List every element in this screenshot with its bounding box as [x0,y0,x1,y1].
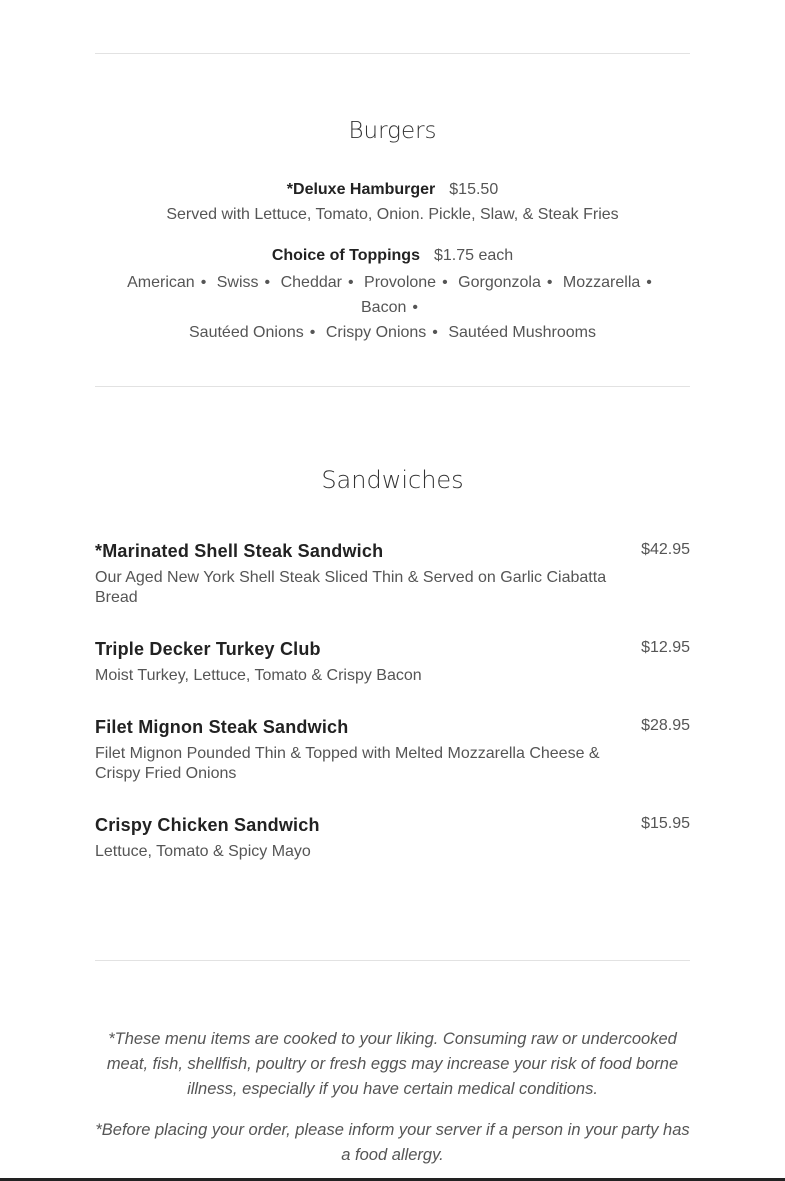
topping-item: American [127,274,195,291]
topping-separator: • [546,274,553,291]
raw-food-disclaimer: *These menu items are cooked to your liking. Consuming raw or undercooked meat, fish, shellfish, poultry or fresh eggs may increase your risk of food borne illness, especially if you have certain medical conditions. [106,1030,679,1098]
toppings-price: $1.75 each [433,247,514,264]
section-divider-sandwiches [95,960,690,961]
toppings-name: Choice of Toppings [271,247,420,264]
topping-separator: • [646,274,652,291]
allergy-disclaimer: *Before placing your order, please inform your server if a person in your party has a food allergy. [95,1121,690,1164]
deluxe-hamburger-line [0,181,785,199]
burgers-section-title: Burgers [348,118,437,144]
menu-item-description: Filet Mignon Pounded Thin & Topped with Melted Mozzarella Cheese & Crispy Fried Onions [95,745,600,782]
deluxe-hamburger-name: *Deluxe Hamburger [286,181,436,198]
topping-item: Crispy Onions [325,324,427,341]
menu-item-price: $42.95 [641,541,690,558]
menu-item-name: Filet Mignon Steak Sandwich [95,717,349,737]
section-divider-top [95,53,690,54]
menu-item-description: Our Aged New York Shell Steak Sliced Thin & Served on Garlic Ciabatta Bread [95,569,607,606]
menu-item-name: Crispy Chicken Sandwich [95,815,320,835]
topping-item: Sautéed Mushrooms [448,324,596,341]
toppings-line [0,247,785,265]
menu-item-price: $15.95 [641,815,690,832]
section-divider-burgers [95,386,690,387]
topping-item: Mozzarella [562,274,641,291]
topping-separator: • [432,324,438,341]
topping-separator: • [309,324,316,341]
topping-item: Cheddar [280,274,342,291]
menu-item-name: *Marinated Shell Steak Sandwich [95,541,384,561]
menu-item-description: Lettuce, Tomato & Spicy Mayo [95,843,311,860]
topping-item: Bacon [361,299,407,316]
topping-item: Sautéed Onions [189,324,304,341]
menu-item-name: Triple Decker Turkey Club [95,639,321,659]
menu-item-description: Moist Turkey, Lettuce, Tomato & Crispy Bacon [95,667,422,684]
deluxe-hamburger-description: Served with Lettuce, Tomato, Onion. Pickle, Slaw, & Steak Fries [166,206,619,223]
menu-item [95,717,690,784]
topping-separator: • [264,274,271,291]
topping-item: Swiss [216,274,259,291]
topping-separator: • [200,274,207,291]
deluxe-hamburger-price: $15.50 [449,181,499,198]
topping-separator: • [412,299,418,316]
toppings-list [100,270,685,345]
topping-item: Provolone [364,274,437,291]
topping-separator: • [347,274,354,291]
menu-item [95,541,690,608]
menu-item-price: $28.95 [641,717,690,734]
menu-item [95,639,690,686]
sandwiches-section-title: Sandwiches [321,466,464,494]
menu-item [95,815,690,862]
topping-item: Gorgonzola [458,274,541,291]
topping-separator: • [442,274,448,291]
menu-item-price: $12.95 [641,639,690,656]
